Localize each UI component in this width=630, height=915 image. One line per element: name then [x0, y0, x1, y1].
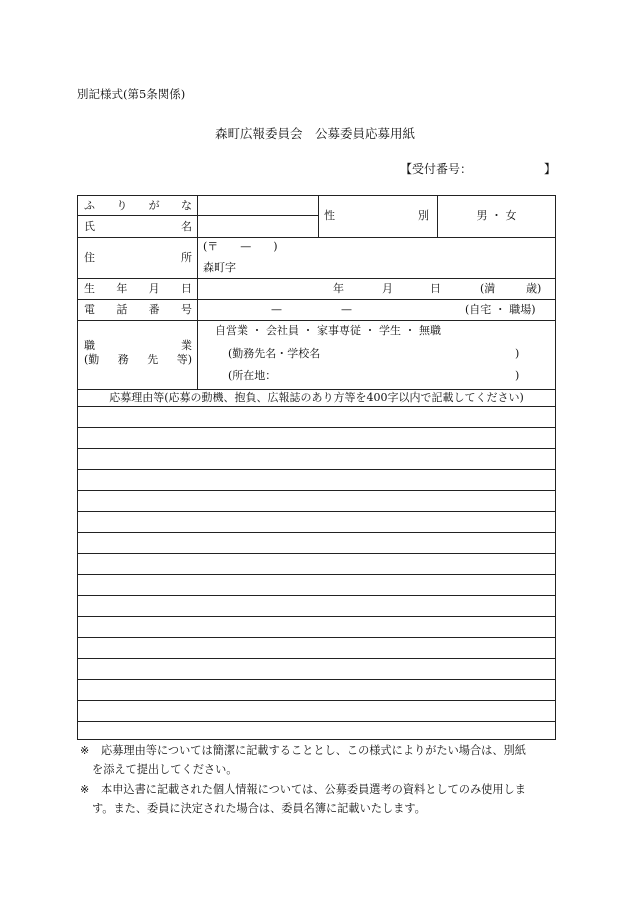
workplace-location-field[interactable]: (所在地：: [228, 369, 277, 382]
sex-label: 性 別: [324, 209, 429, 222]
workplace-location-close: ): [515, 369, 520, 382]
sex-options[interactable]: 男 ・ 女: [476, 209, 517, 222]
footnote-1: [80, 742, 526, 776]
phone-dash-2: —: [341, 303, 352, 316]
name-label: 氏 名: [84, 220, 192, 233]
age-close: 歳): [526, 282, 542, 295]
workplace-name-close: ): [515, 347, 520, 360]
receipt-number-label: 【受付番号：: [400, 162, 473, 176]
occupation-options[interactable]: 自営業 ・ 会社員 ・ 家事専従 ・ 学生 ・ 無職: [215, 324, 441, 337]
footnote-2-line-1: 本申込書に記載された個人情報については、公募委員選考の資料としてのみ使用しま: [101, 783, 526, 796]
birthdate-label: 生 年 月 日: [84, 282, 192, 295]
address-town-field[interactable]: 森町字: [203, 261, 236, 274]
footnote-mark: ※: [80, 783, 90, 796]
phone-dash-1: —: [271, 303, 282, 316]
birth-month-unit: 月: [382, 282, 393, 295]
birth-day-unit: 日: [430, 282, 441, 295]
receipt-number-bracket: 】: [544, 162, 557, 176]
address-label: 住 所: [84, 251, 192, 264]
footnote-2-line-2: す。また、委員に決定された場合は、委員名簿に記載いたします。: [92, 802, 426, 815]
application-form-table: [77, 195, 556, 740]
reason-header: 応募理由等(応募の動機、抱負、広報誌のあり方等を400字以内で記載してください): [109, 391, 524, 404]
form-reference-note: 別記様式(第5条関係): [77, 87, 186, 101]
age-open: (満: [480, 282, 496, 295]
furigana-label: ふ り が な: [84, 199, 192, 212]
footnote-mark: ※: [80, 744, 90, 757]
postal-code-field[interactable]: (〒 — ): [203, 240, 278, 253]
phone-type-options[interactable]: (自宅 ・ 職場): [465, 303, 536, 316]
occupation-label: 職 業: [84, 339, 192, 352]
name-input[interactable]: [203, 219, 313, 235]
page-title: 森町広報委員会 公募委員応募用紙: [214, 126, 415, 141]
phone-label: 電 話 番 号: [84, 303, 192, 316]
workplace-name-field[interactable]: (勤務先名・学校名: [228, 347, 321, 360]
footnote-1-line-2: を添えて提出してください。: [92, 763, 238, 776]
footnote-2: [80, 781, 526, 815]
furigana-input[interactable]: [203, 199, 313, 213]
birth-year-unit: 年: [333, 282, 344, 295]
workplace-label: (勤 務 先 等): [84, 353, 192, 366]
receipt-number-field: [400, 160, 557, 177]
footnote-1-line-1: 応募理由等については簡潔に記載することとし、この様式によりがたい場合は、別紙: [101, 744, 526, 757]
